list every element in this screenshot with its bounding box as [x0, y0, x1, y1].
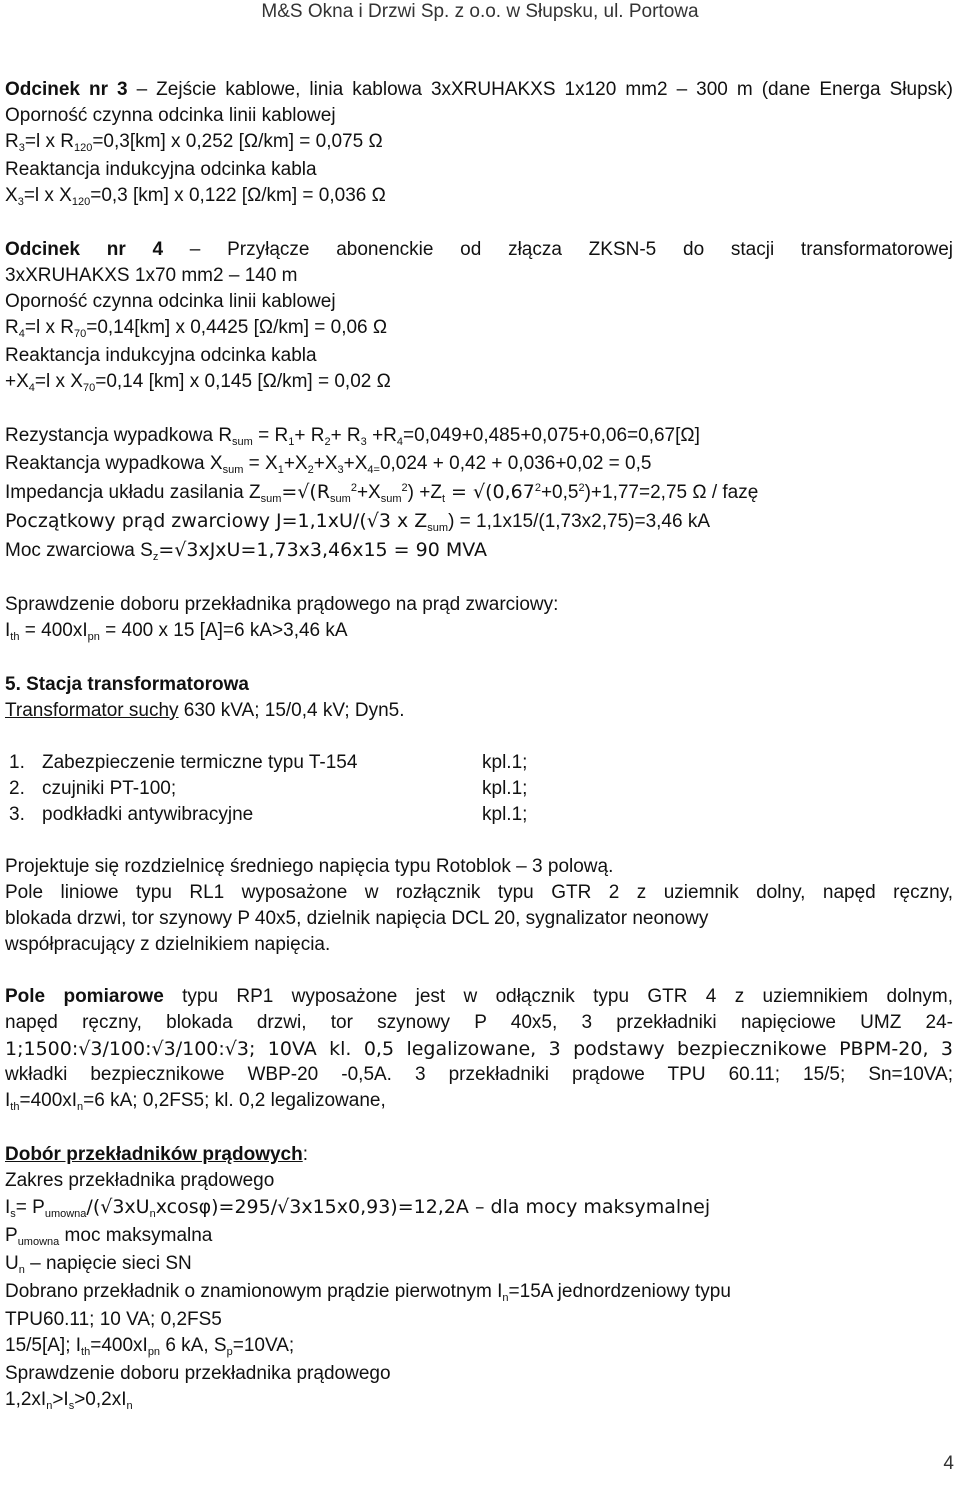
ct-range-label: Zakres przekładnika prądowego	[5, 1170, 275, 1191]
segment-3-reactance: $X_3=l$ x $X_{120}=0,3$ [km] x 0,122 [Ω/km] = 0,036 Ω	[5, 185, 386, 208]
segment-4-cable: 3xXRUHAKXS 1x70 mm2 – 140 m	[5, 265, 298, 286]
page-number: 4	[943, 1453, 954, 1474]
transformer-line: Transformator suchy 630 kVA; 15/0,4 kV; Dyn5.	[5, 700, 405, 721]
ct-selected-desc: Dobrano przekładnik o znamionowym prądzie pierwotnym $I_n=15A$ jednordzeniowy typu	[5, 1281, 731, 1304]
segment-4-desc: Oporność czynna odcinka linii kablowej	[5, 291, 336, 312]
segment-4-heading: Odcinek nr 4 – Przyłącze abonenckie od złącza ZKSN-5 do stacji transformatorowej	[5, 239, 953, 260]
metering-field-desc-3: 1;1500:√3/100:√3/100:√3; 10VA kl. 0,5 legalizowane, 3 podstawy bezpiecznikowe PBPM-20, 3	[5, 1038, 953, 1060]
segment-3-title: Odcinek nr 3	[5, 79, 128, 100]
list-item: 2. czujniki PT-100; kpl.1;	[9, 778, 528, 799]
metering-field-desc-2: napęd ręczny, blokada drzwi, tor szynowy P 40x5, 3 przekładniki napięciowe UMZ 24-	[5, 1012, 953, 1033]
equipment-list	[5, 750, 953, 828]
segment-3-desc: Oporność czynna odcinka linii kablowej	[5, 105, 336, 126]
segment-4-reactance: $+X_4=l$ x $X_{70}=0,14$ [km] x 0,145 [Ω/km] = 0,02 Ω	[5, 371, 391, 394]
segment-3-resistance: $R_3=l$ x $R_{120}=0,3[km]$ x 0,252 [Ω/km] = 0,075 Ω	[5, 131, 383, 154]
ct-current-formula: $I_s= P_{umowna}/(√3xU_nxcos\varphi)=295/√3x15x0,93)=12,2A$ – dla mocy maksymalnej	[5, 1196, 711, 1220]
ct-type: TPU60.11; 10 VA; 0,2FS5	[5, 1309, 222, 1330]
total-reactance: Reaktancja wypadkowa $X_{sum} = X_1+X_2+X_3+X_{4=}0,024 + 0,42 + 0,036+0,02 = 0,5$	[5, 453, 652, 476]
p-umowna-def: $P_{umowna}$ moc maksymalna	[5, 1225, 213, 1248]
page-header: M&S Okna i Drzwi Sp. z o.o. w Słupsku, ul. Portowa	[261, 1, 699, 22]
segment-3-heading: Odcinek nr 3 – Zejście kablowe, linia kablowa 3xXRUHAKXS 1x120 mm2 – 300 m (dane Energa Słupsk)	[5, 79, 953, 100]
short-circuit-power: Moc zwarciowa $S_z=√3xJxU=1,73x3,46x15 = 90$ MVA	[5, 539, 488, 563]
ct-selection-title: Dobór przekładników prądowych:	[5, 1144, 308, 1165]
line-field-desc-3: współpracujący z dzielnikiem napięcia.	[5, 934, 331, 955]
list-item: 1. Zabezpieczenie termiczne typu T-154 kpl.1;	[9, 752, 528, 773]
line-field-desc-2: blokada drzwi, tor szynowy P 40x5, dzielnik napięcia DCL 20, sygnalizator neonowy	[5, 908, 709, 929]
document-body	[5, 77, 953, 1415]
ct-check-inequality: $1,2xI_n>I_s>0,2xI_n$	[5, 1389, 133, 1412]
segment-3-reactance-label: Reaktancja indukcyjna odcinka kabla	[5, 159, 317, 180]
metering-field-desc-5: $I_{th}=400xI_n=6$ kA; 0,2FS5; kl. 0,2 legalizowane,	[5, 1090, 386, 1113]
line-field-desc-1: Pole liniowe typu RL1 wyposażone w rozłącznik typu GTR 2 z uziemnik dolny, napęd ręczny,	[5, 882, 953, 903]
ct-check-heading: Sprawdzenie doboru przekładnika prądowego na prąd zwarciowy:	[5, 594, 559, 615]
segment-4-title: Odcinek nr 4	[5, 239, 164, 260]
ct-check-formula: $I_{th} = 400xI_{pn} = 400$ x 15 [A]=6 kA>3,46 kA	[5, 620, 348, 643]
switchgear-intro: Projektuje się rozdzielnicę średniego napięcia typu Rotoblok – 3 polową.	[5, 856, 614, 877]
ct-ratings: 15/5[A]; $I_{th}=400xI_{pn}$ 6 kA, $S_p=10VA$;	[5, 1335, 295, 1358]
total-resistance: Rezystancja wypadkowa $R_{sum} = R_1+ R_2+ R_3 +R_4=0,049+0,485+0,075+0,06=0,67[\Omega]$	[5, 425, 700, 448]
initial-short-circuit-current: Początkowy prąd zwarciowy J=1,1xU/(√3 x $Z_{sum}) = 1,1x15/(1,73x2,75)=3,46$ kA	[5, 510, 711, 534]
list-item: 3. podkładki antywibracyjne kpl.1;	[9, 804, 528, 825]
metering-field-desc-4: wkładki bezpiecznikowe WBP-20 -0,5A. 3 przekładniki prądowe TPU 60.11; 15/5; Sn=10VA;	[5, 1064, 953, 1085]
section-5-title: 5. Stacja transformatorowa	[5, 674, 249, 695]
ct-check-label: Sprawdzenie doboru przekładnika prądowego	[5, 1363, 391, 1384]
segment-4-reactance-label: Reaktancja indukcyjna odcinka kabla	[5, 345, 317, 366]
un-def: $U_n$ – napięcie sieci SN	[5, 1253, 192, 1276]
supply-impedance: Impedancja układu zasilania $Z_{sum}=√(R_{sum}^2+X_{sum}^2) +Z_t = √(0,67^2+0,5^2)+1,77=2,75$ Ω / fazę	[5, 481, 759, 505]
segment-4-resistance: $R_4=l$ x $R_{70}=0,14[km]$ x 0,4425 [Ω/km] = 0,06 Ω	[5, 317, 388, 340]
metering-field-desc-1: Pole pomiarowe typu RP1 wyposażone jest w odłącznik typu GTR 4 z uziemnikiem dolnym,	[5, 986, 953, 1007]
